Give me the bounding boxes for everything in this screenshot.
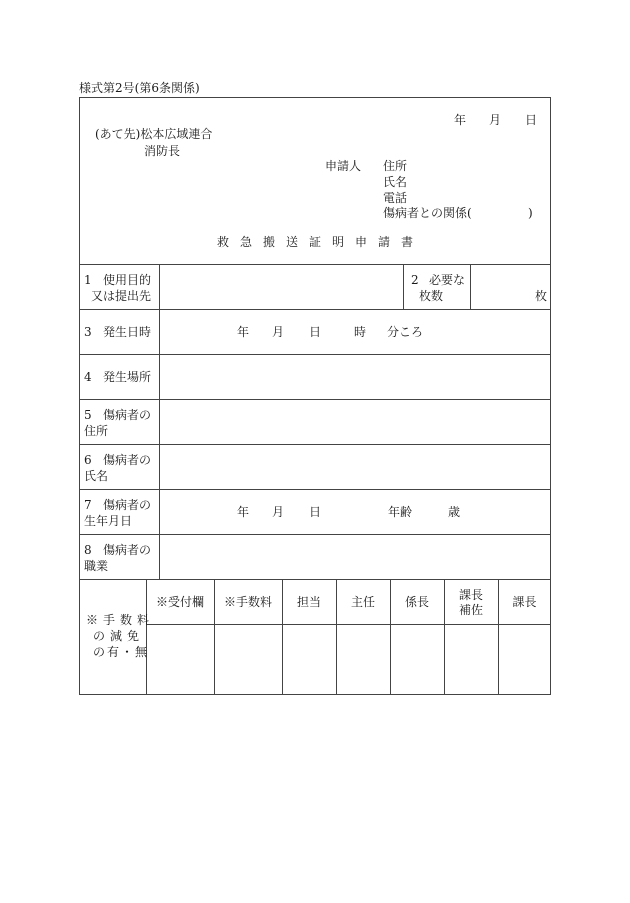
- stamp-cell-section-chief[interactable]: [391, 625, 444, 695]
- patient-address-field[interactable]: [160, 400, 551, 444]
- patient-birthdate-field[interactable]: [160, 490, 551, 534]
- stamp-cell-fee[interactable]: [215, 625, 282, 695]
- date-month-label: 月: [489, 113, 502, 127]
- row5-label-b: 住所: [84, 424, 109, 438]
- header-director: 課長: [512, 595, 537, 609]
- applicant-address-label: 住所: [383, 159, 408, 173]
- row5-number: 5: [84, 408, 92, 422]
- header-reception: ※受付欄: [155, 595, 204, 609]
- header-deputy-director-b: 補佐: [458, 603, 483, 617]
- header-fee: ※手数料: [223, 595, 272, 609]
- row1-number: 1: [84, 273, 92, 287]
- row8-label-a: 傷病者の: [103, 543, 152, 557]
- applicant-name-label: 氏名: [383, 175, 408, 189]
- header-section-chief: 係長: [404, 595, 429, 609]
- date-year-label: 年: [454, 113, 467, 127]
- row3-hour: 時: [354, 325, 367, 339]
- form-number: 様式第2号(第6条関係): [79, 81, 200, 95]
- applicant-phone-label: 電話: [383, 191, 408, 205]
- row5-label-a: 傷病者の: [103, 408, 152, 422]
- date-day-label: 日: [525, 113, 538, 127]
- row8-label-b: 職業: [84, 559, 109, 573]
- row6-label-a: 傷病者の: [103, 453, 152, 467]
- row7-day: 日: [309, 505, 322, 519]
- fee-reduction-label-3: の有・無: [93, 645, 150, 659]
- stamp-cell-deputy-director[interactable]: [445, 625, 498, 695]
- row4-number: 4: [84, 370, 92, 384]
- row1-label-b: 又は提出先: [91, 289, 152, 303]
- row2-number: 2: [411, 273, 419, 287]
- addressee-line2: 消防長: [144, 144, 181, 158]
- row3-label: 発生日時: [103, 325, 152, 339]
- copies-field[interactable]: [471, 265, 531, 309]
- stamp-cell-director[interactable]: [499, 625, 551, 695]
- stamp-cell-staff[interactable]: [283, 625, 336, 695]
- applicant-relation-close: ): [528, 206, 533, 220]
- row1-label-a: 使用目的: [103, 273, 152, 287]
- addressee-line1: (あて先)松本広域連合: [95, 127, 213, 141]
- fee-reduction-label-2: の減免: [93, 629, 145, 643]
- row3-year: 年: [237, 325, 250, 339]
- row7-age-unit: 歳: [448, 505, 461, 519]
- row3-minute: 分ころ: [387, 325, 424, 339]
- header-staff: 担当: [296, 595, 321, 609]
- row7-age-label: 年齢: [388, 505, 413, 519]
- row6-number: 6: [84, 453, 92, 467]
- row2-label-a: 必要な: [429, 273, 466, 287]
- occurrence-place-field[interactable]: [160, 355, 551, 399]
- row7-month: 月: [272, 505, 285, 519]
- header-chief: 主任: [350, 595, 375, 609]
- row3-number: 3: [84, 325, 92, 339]
- row7-label-b: 生年月日: [84, 514, 133, 528]
- row4-label: 発生場所: [103, 370, 152, 384]
- row1-divider: [403, 264, 404, 309]
- row2-label-b: 枚数: [419, 289, 444, 303]
- row8-number: 8: [84, 543, 92, 557]
- header-deputy-director-a: 課長: [458, 588, 483, 602]
- form-title: 救急搬送証明申請書: [217, 235, 425, 249]
- stamp-cell-chief[interactable]: [337, 625, 390, 695]
- row3-day: 日: [309, 325, 322, 339]
- row3-month: 月: [272, 325, 285, 339]
- patient-occupation-field[interactable]: [160, 535, 551, 579]
- row7-year: 年: [237, 505, 250, 519]
- fee-reduction-label-1: ※手数料: [86, 613, 155, 627]
- copies-unit: 枚: [535, 289, 548, 303]
- patient-name-field[interactable]: [160, 445, 551, 489]
- applicant-label: 申請人: [325, 159, 362, 173]
- stamp-cell-reception[interactable]: [147, 625, 214, 695]
- applicant-relation-label: 傷病者との関係(: [383, 206, 472, 220]
- purpose-field[interactable]: [160, 265, 403, 309]
- row-divider: [79, 579, 551, 580]
- row7-number: 7: [84, 498, 92, 512]
- row7-label-a: 傷病者の: [103, 498, 152, 512]
- row6-label-b: 氏名: [84, 469, 109, 483]
